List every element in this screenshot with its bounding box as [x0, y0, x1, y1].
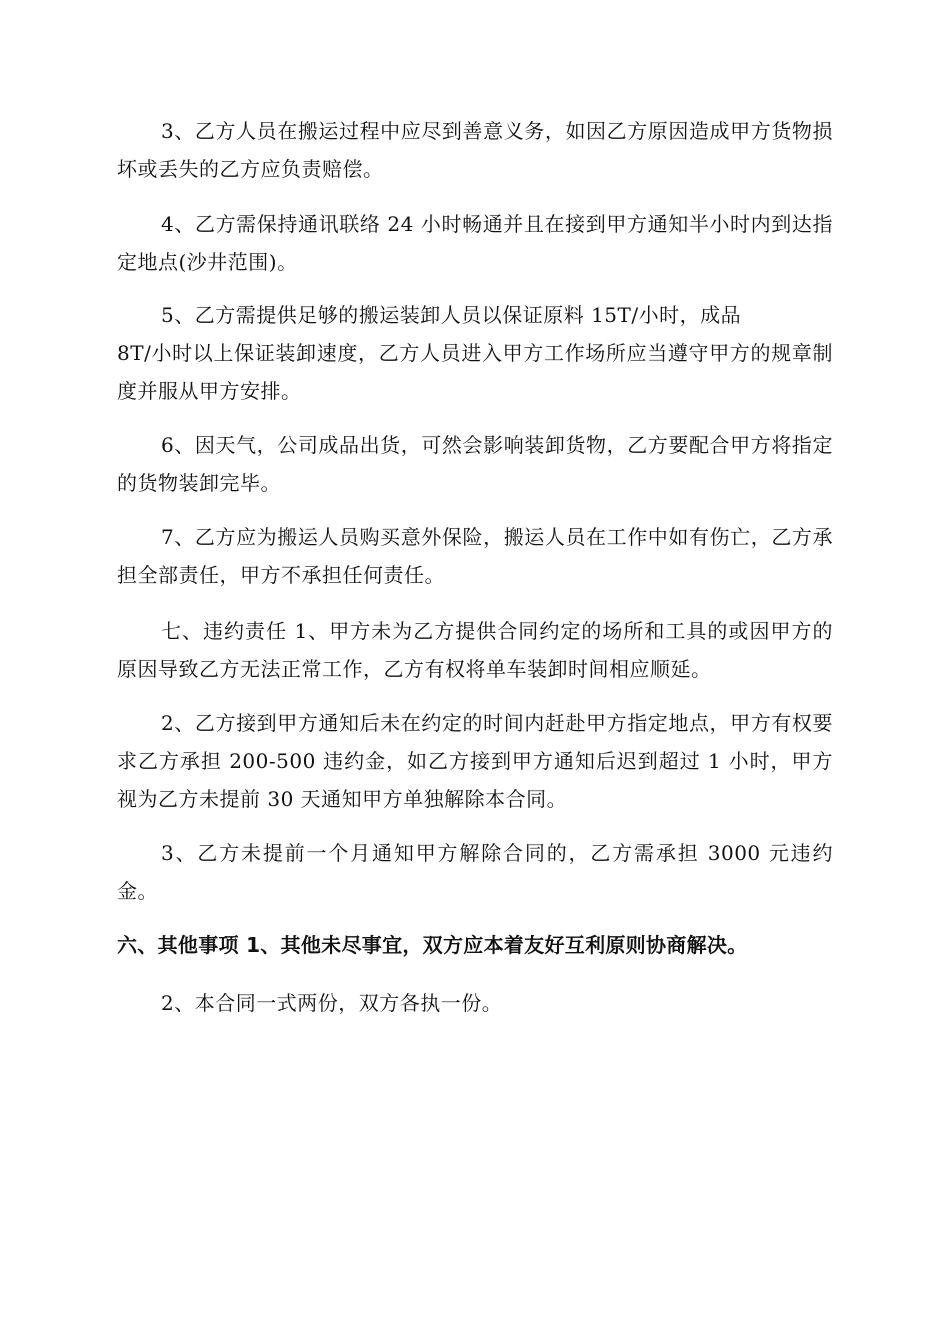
- paragraph-clause-7-insurance: 7、乙方应为搬运人员购买意外保险，搬运人员在工作中如有伤亡，乙方承担全部责任，甲方不承担任何责任。: [117, 525, 833, 587]
- paragraph-copies: 2、本合同一式两份，双方各执一份。: [161, 991, 503, 1015]
- paragraph-breach-liability-3: 3、乙方未提前一个月通知甲方解除合同的，乙方需承担 3000 元违约金。: [117, 841, 833, 903]
- paragraph-clause-4-communication: 4、乙方需保持通讯联络 24 小时畅通并且在接到甲方通知半小时内到达指定地点(沙井范围)。: [117, 212, 833, 274]
- paragraph-clause-5-staffing: 5、乙方需提供足够的搬运装卸人员以保证原料 15T/小时，成品 8T/小时以上保证装卸速度，乙方人员进入甲方工作场所应当遵守甲方的规章制度并服从甲方安排。: [117, 303, 833, 403]
- paragraph-breach-liability-1: 七、违约责任 1、甲方未为乙方提供合同约定的场所和工具的或因甲方的原因导致乙方无法正常工作，乙方有权将单车装卸时间相应顺延。: [117, 619, 833, 681]
- paragraph-clause-3-handling-duty: 3、乙方人员在搬运过程中应尽到善意义务，如因乙方原因造成甲方货物损坏或丢失的乙方应负责赔偿。: [117, 119, 833, 181]
- paragraph-clause-6-weather: 6、因天气，公司成品出货，可然会影响装卸货物，乙方要配合甲方将指定的货物装卸完毕。: [117, 433, 833, 495]
- section-heading-other-matters: 六、其他事项 1、其他未尽事宜，双方应本着友好互利原则协商解决。: [117, 933, 748, 957]
- paragraph-breach-liability-2: 2、乙方接到甲方通知后未在约定的时间内赶赴甲方指定地点，甲方有权要求乙方承担 200-500 违约金，如乙方接到甲方通知后迟到超过 1 小时，甲方视为乙方未提前 30 天通知甲方单独解除本合同。: [117, 711, 833, 811]
